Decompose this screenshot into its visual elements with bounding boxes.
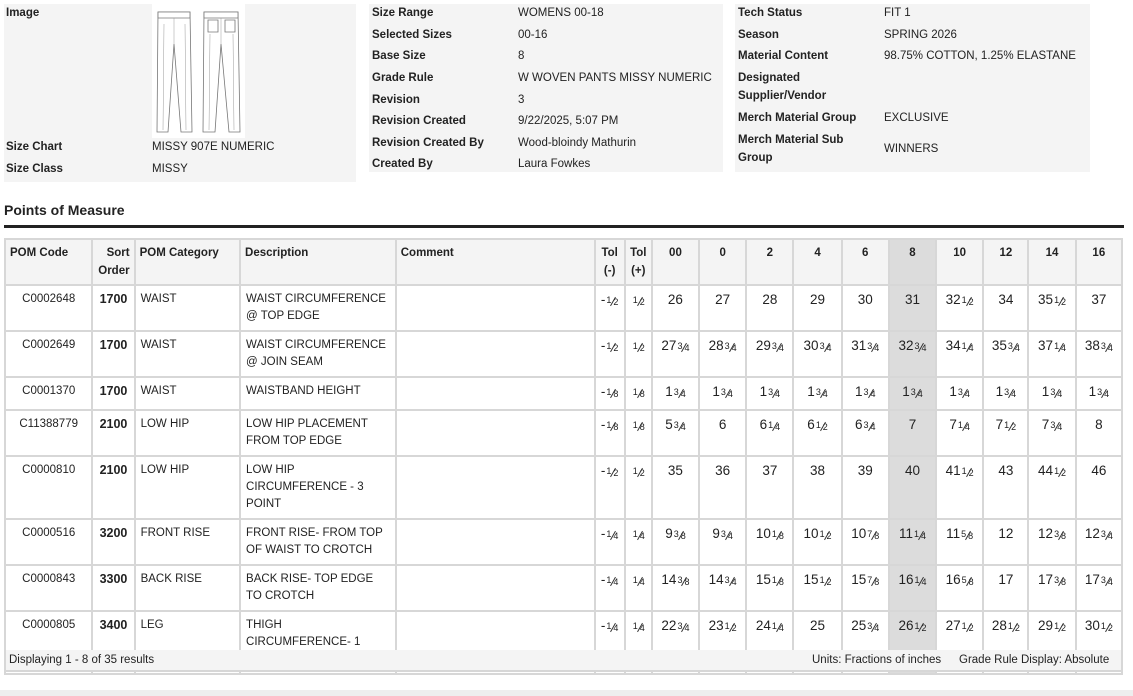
tol-minus-cell[interactable]: - 1 8 xyxy=(595,410,625,456)
tol-plus-cell[interactable]: 1 4 xyxy=(625,519,652,565)
table-row[interactable] xyxy=(5,377,1122,410)
info-value: WOMENS 00-18 xyxy=(518,7,604,19)
image-panel xyxy=(4,4,356,182)
col-size-8[interactable]: 8 xyxy=(889,239,936,285)
measurement-cell-0[interactable]: 23 1 2 xyxy=(699,611,746,674)
measurement-cell-16[interactable]: 1 3 4 xyxy=(1076,377,1122,410)
pom-category-cell: FRONT RISE xyxy=(135,519,240,565)
measurement-cell-8[interactable]: 31 xyxy=(889,285,936,331)
measurement-cell-10[interactable]: 34 1 4 xyxy=(936,331,983,377)
comment-cell xyxy=(396,519,595,565)
measurement-cell-10[interactable]: 32 1 2 xyxy=(936,285,983,331)
measurement-cell-12[interactable]: 28 1 2 xyxy=(983,611,1028,674)
bottom-bar xyxy=(0,690,1133,696)
measurement-cell-12[interactable]: 12 xyxy=(983,519,1028,565)
info-label: Revision Created xyxy=(372,115,466,127)
measurement-cell-6[interactable]: 10 7 8 xyxy=(842,519,889,565)
measurement-cell-14[interactable]: 1 3 4 xyxy=(1028,377,1075,410)
col-size-16[interactable]: 16 xyxy=(1076,239,1122,285)
measurement-cell-6[interactable]: 39 xyxy=(842,456,889,519)
tol-plus-cell[interactable]: 1 8 xyxy=(625,410,652,456)
pom-category-cell: WAIST xyxy=(135,377,240,410)
measurement-cell-8[interactable]: 11 1 4 xyxy=(889,519,936,565)
measurement-cell-00[interactable]: 9 3 8 xyxy=(652,519,699,565)
size-class-label: Size Class xyxy=(6,163,63,175)
sort-order-cell: 3300 xyxy=(92,565,134,611)
measurement-cell-10[interactable]: 41 1 2 xyxy=(936,456,983,519)
measurement-cell-10[interactable]: 16 5 8 xyxy=(936,565,983,611)
measurement-cell-12[interactable]: 7 1 2 xyxy=(983,410,1028,456)
measurement-cell-16[interactable]: 17 3 4 xyxy=(1076,565,1122,611)
measurement-cell-00[interactable]: 14 3 8 xyxy=(652,565,699,611)
info-value: 98.75% COTTON, 1.25% ELASTANE xyxy=(884,50,1076,62)
info-label: Size Range xyxy=(372,7,434,19)
col-pom-category[interactable]: POM Category xyxy=(135,239,240,285)
measurement-cell-8[interactable]: 40 xyxy=(889,456,936,519)
comment-cell xyxy=(396,331,595,377)
comment-cell xyxy=(396,410,595,456)
grade-rule-display-label: Grade Rule Display: Absolute xyxy=(959,654,1110,666)
pom-code-cell: C0000516 xyxy=(5,519,92,565)
comment-cell xyxy=(396,377,595,410)
measurement-cell-4[interactable]: 6 1 2 xyxy=(793,410,841,456)
measurement-cell-4[interactable]: 10 1 2 xyxy=(793,519,841,565)
size-chart-label: Size Chart xyxy=(6,141,63,153)
info-label: Designated Supplier/Vendor xyxy=(738,72,827,102)
measurement-cell-0[interactable]: 14 3 4 xyxy=(699,565,746,611)
sort-order-cell: 1700 xyxy=(92,285,134,331)
info-value: Wood-bloindy Mathurin xyxy=(518,137,637,149)
measurement-cell-8[interactable]: 26 1 2 xyxy=(889,611,936,674)
col-tol-plus[interactable]: Tol (+) xyxy=(625,239,652,285)
measurement-cell-00[interactable]: 35 xyxy=(652,456,699,519)
measurement-cell-0[interactable]: 27 xyxy=(699,285,746,331)
col-size-0[interactable]: 0 xyxy=(699,239,746,285)
tol-plus-cell[interactable]: 1 4 xyxy=(625,565,652,611)
tol-plus-cell[interactable]: 1 2 xyxy=(625,456,652,519)
tol-minus-cell[interactable]: - 1 2 xyxy=(595,331,625,377)
pom-category-cell: LEG xyxy=(135,611,240,674)
measurement-cell-2[interactable]: 28 xyxy=(746,285,793,331)
info-label: Season xyxy=(738,29,779,41)
measurement-cell-4[interactable]: 30 3 4 xyxy=(793,331,841,377)
pom-code-cell: C0000810 xyxy=(5,456,92,519)
info-label: Grade Rule xyxy=(372,72,434,84)
measurement-cell-16[interactable]: 46 xyxy=(1076,456,1122,519)
pom-table xyxy=(4,238,1123,675)
measurement-cell-12[interactable]: 35 3 4 xyxy=(983,331,1028,377)
info-value: 9/22/2025, 5:07 PM xyxy=(518,115,619,127)
tol-minus-cell[interactable]: - 1 4 xyxy=(595,519,625,565)
tol-plus-cell[interactable]: 1 4 xyxy=(625,611,652,674)
pom-category-cell: LOW HIP xyxy=(135,456,240,519)
info-value: 3 xyxy=(518,94,525,106)
measurement-cell-12[interactable]: 1 3 4 xyxy=(983,377,1028,410)
sort-order-cell: 1700 xyxy=(92,377,134,410)
measurement-cell-6[interactable]: 6 3 4 xyxy=(842,410,889,456)
description-cell: BACK RISE- TOP EDGE TO CROTCH xyxy=(240,565,396,611)
measurement-cell-16[interactable]: 37 xyxy=(1076,285,1122,331)
sort-order-cell: 2100 xyxy=(92,410,134,456)
measurement-cell-2[interactable]: 1 3 4 xyxy=(746,377,793,410)
measurement-cell-14[interactable]: 37 1 4 xyxy=(1028,331,1075,377)
measurement-cell-8[interactable]: 16 1 4 xyxy=(889,565,936,611)
measurement-cell-10[interactable]: 7 1 4 xyxy=(936,410,983,456)
pom-code-cell: C0000805 xyxy=(5,611,92,674)
info-label: Tech Status xyxy=(738,7,803,19)
table-row[interactable] xyxy=(5,285,1122,331)
col-description[interactable]: Description xyxy=(240,239,396,285)
col-sort-order[interactable]: Sort Order xyxy=(92,239,134,285)
col-comment[interactable]: Comment xyxy=(396,239,595,285)
pom-category-cell: LOW HIP xyxy=(135,410,240,456)
sort-order-cell: 2100 xyxy=(92,456,134,519)
size-info-panel xyxy=(369,4,723,172)
table-row[interactable] xyxy=(5,519,1122,565)
table-row[interactable] xyxy=(5,456,1122,519)
measurement-cell-00[interactable]: 5 3 4 xyxy=(652,410,699,456)
col-size-4[interactable]: 4 xyxy=(793,239,841,285)
info-value: W WOVEN PANTS MISSY NUMERIC xyxy=(518,72,712,84)
measurement-cell-16[interactable]: 30 1 2 xyxy=(1076,611,1122,674)
measurement-cell-14[interactable]: 17 3 8 xyxy=(1028,565,1075,611)
measurement-cell-2[interactable]: 10 1 8 xyxy=(746,519,793,565)
table-row[interactable] xyxy=(5,565,1122,611)
measurement-cell-2[interactable]: 37 xyxy=(746,456,793,519)
measurement-cell-14[interactable]: 29 1 2 xyxy=(1028,611,1075,674)
measurement-cell-0[interactable]: 6 xyxy=(699,410,746,456)
pom-code-cell: C0001370 xyxy=(5,377,92,410)
measurement-cell-0[interactable]: 36 xyxy=(699,456,746,519)
sort-order-cell: 3200 xyxy=(92,519,134,565)
section-divider xyxy=(4,225,1124,228)
measurement-cell-8[interactable]: 7 xyxy=(889,410,936,456)
comment-cell xyxy=(396,285,595,331)
col-size-14[interactable]: 14 xyxy=(1028,239,1075,285)
description-cell: LOW HIP CIRCUMFERENCE - 3 POINT xyxy=(240,456,396,519)
info-value: WINNERS xyxy=(884,143,939,155)
measurement-cell-6[interactable]: 15 7 8 xyxy=(842,565,889,611)
measurement-cell-14[interactable]: 35 1 2 xyxy=(1028,285,1075,331)
description-cell: THIGH CIRCUMFERENCE- 1 xyxy=(240,611,396,674)
measurement-cell-16[interactable]: 38 3 4 xyxy=(1076,331,1122,377)
info-label: Revision xyxy=(372,94,420,106)
measurement-cell-2[interactable]: 24 1 4 xyxy=(746,611,793,674)
tol-minus-cell[interactable]: - 1 2 xyxy=(595,285,625,331)
table-footer xyxy=(4,650,1123,672)
measurement-cell-00[interactable]: 22 3 4 xyxy=(652,611,699,674)
tech-info-panel xyxy=(735,4,1090,172)
measurement-cell-8[interactable]: 32 3 4 xyxy=(889,331,936,377)
col-size-2[interactable]: 2 xyxy=(746,239,793,285)
pom-category-cell: WAIST xyxy=(135,331,240,377)
measurement-cell-14[interactable]: 7 3 4 xyxy=(1028,410,1075,456)
measurement-cell-0[interactable]: 1 3 4 xyxy=(699,377,746,410)
measurement-cell-6[interactable]: 25 3 4 xyxy=(842,611,889,674)
sort-order-cell: 3400 xyxy=(92,611,134,674)
table-row[interactable] xyxy=(5,331,1122,377)
measurement-cell-0[interactable]: 28 3 4 xyxy=(699,331,746,377)
measurement-cell-00[interactable]: 27 3 4 xyxy=(652,331,699,377)
tol-plus-cell[interactable]: 1 2 xyxy=(625,285,652,331)
image-label: Image xyxy=(6,7,40,19)
pom-category-cell: BACK RISE xyxy=(135,565,240,611)
tol-minus-cell[interactable]: - 1 8 xyxy=(595,377,625,410)
col-size-00[interactable]: 00 xyxy=(652,239,699,285)
measurement-cell-16[interactable]: 8 xyxy=(1076,410,1122,456)
measurement-cell-12[interactable]: 43 xyxy=(983,456,1028,519)
measurement-cell-4[interactable]: 29 xyxy=(793,285,841,331)
pom-code-cell: C0000843 xyxy=(5,565,92,611)
description-cell: WAIST CIRCUMFERENCE @ TOP EDGE xyxy=(240,285,396,331)
pom-code-cell: C11388779 xyxy=(5,410,92,456)
col-size-12[interactable]: 12 xyxy=(983,239,1028,285)
measurement-cell-2[interactable]: 29 3 4 xyxy=(746,331,793,377)
col-size-6[interactable]: 6 xyxy=(842,239,889,285)
measurement-cell-14[interactable]: 12 3 8 xyxy=(1028,519,1075,565)
measurement-cell-4[interactable]: 1 3 4 xyxy=(793,377,841,410)
description-cell: FRONT RISE- FROM TOP OF WAIST TO CROTCH xyxy=(240,519,396,565)
measurement-cell-00[interactable]: 1 3 4 xyxy=(652,377,699,410)
description-cell: WAIST CIRCUMFERENCE @ JOIN SEAM xyxy=(240,331,396,377)
measurement-cell-10[interactable]: 27 1 2 xyxy=(936,611,983,674)
measurement-cell-2[interactable]: 6 1 4 xyxy=(746,410,793,456)
section-title: Points of Measure xyxy=(4,202,125,218)
tol-minus-cell[interactable]: - 1 4 xyxy=(595,565,625,611)
size-chart-value: MISSY 907E NUMERIC xyxy=(152,141,275,153)
description-cell: LOW HIP PLACEMENT FROM TOP EDGE xyxy=(240,410,396,456)
comment-cell xyxy=(396,456,595,519)
measurement-cell-4[interactable]: 15 1 2 xyxy=(793,565,841,611)
sort-order-cell: 1700 xyxy=(92,331,134,377)
info-value: FIT 1 xyxy=(884,7,911,19)
info-label: Created By xyxy=(372,158,433,170)
measurement-cell-10[interactable]: 11 5 8 xyxy=(936,519,983,565)
measurement-cell-2[interactable]: 15 1 8 xyxy=(746,565,793,611)
size-class-value: MISSY xyxy=(152,163,188,175)
pom-category-cell: WAIST xyxy=(135,285,240,331)
measurement-cell-6[interactable]: 30 xyxy=(842,285,889,331)
info-label: Merch Material Sub Group xyxy=(738,134,844,164)
measurement-cell-6[interactable]: 1 3 4 xyxy=(842,377,889,410)
measurement-cell-12[interactable]: 17 xyxy=(983,565,1028,611)
comment-cell xyxy=(396,565,595,611)
info-label: Material Content xyxy=(738,50,829,62)
tol-minus-cell[interactable]: - 1 4 xyxy=(595,611,625,674)
info-value: 8 xyxy=(518,50,525,62)
measurement-cell-12[interactable]: 34 xyxy=(983,285,1028,331)
pom-code-cell: C0002649 xyxy=(5,331,92,377)
table-header-row xyxy=(5,239,1122,285)
measurement-cell-4[interactable]: 25 xyxy=(793,611,841,674)
measurement-cell-8[interactable]: 1 3 4 xyxy=(889,377,936,410)
col-tol-minus[interactable]: Tol (-) xyxy=(595,239,625,285)
measurement-cell-4[interactable]: 38 xyxy=(793,456,841,519)
tol-plus-cell[interactable]: 1 8 xyxy=(625,377,652,410)
measurement-cell-0[interactable]: 9 3 4 xyxy=(699,519,746,565)
info-value: Laura Fowkes xyxy=(518,158,591,170)
measurement-cell-14[interactable]: 44 1 2 xyxy=(1028,456,1075,519)
pom-code-cell: C0002648 xyxy=(5,285,92,331)
measurement-cell-16[interactable]: 12 3 4 xyxy=(1076,519,1122,565)
pants-sketch-icon[interactable] xyxy=(152,4,245,138)
measurement-cell-00[interactable]: 26 xyxy=(652,285,699,331)
description-cell: WAISTBAND HEIGHT xyxy=(240,377,396,410)
table-row[interactable] xyxy=(5,410,1122,456)
info-label: Selected Sizes xyxy=(372,29,452,41)
info-label: Base Size xyxy=(372,50,426,62)
results-count: Displaying 1 - 8 of 35 results xyxy=(9,654,155,666)
col-pom-code[interactable]: POM Code xyxy=(5,239,92,285)
tol-plus-cell[interactable]: 1 2 xyxy=(625,331,652,377)
measurement-cell-6[interactable]: 31 3 4 xyxy=(842,331,889,377)
info-value: 00-16 xyxy=(518,29,548,41)
measurement-cell-10[interactable]: 1 3 4 xyxy=(936,377,983,410)
info-value: EXCLUSIVE xyxy=(884,112,949,124)
tol-minus-cell[interactable]: - 1 2 xyxy=(595,456,625,519)
info-label: Revision Created By xyxy=(372,137,484,149)
units-label: Units: Fractions of inches xyxy=(812,654,942,666)
info-label: Merch Material Group xyxy=(738,112,857,124)
info-value: SPRING 2026 xyxy=(884,29,957,41)
col-size-10[interactable]: 10 xyxy=(936,239,983,285)
